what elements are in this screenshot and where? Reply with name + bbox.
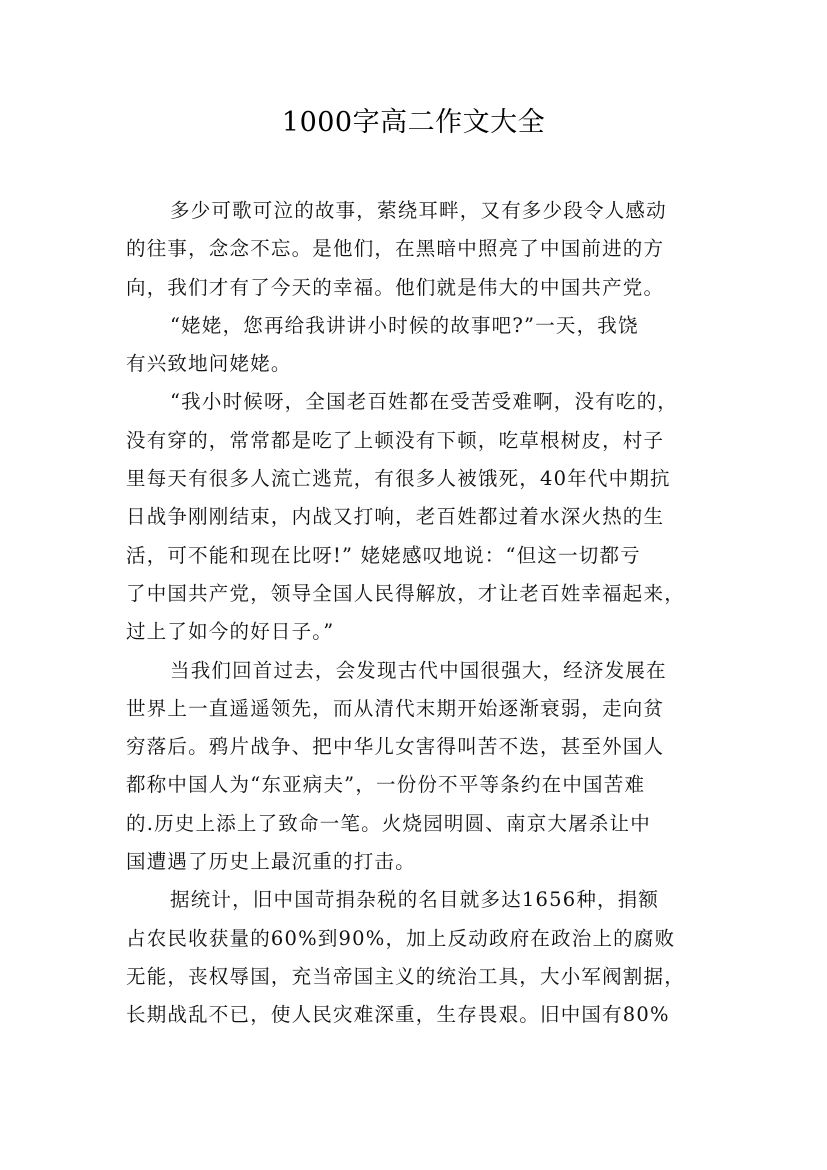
text-line: “我小时候呀，全国老百姓都在受苦受难啊，没有吃的， bbox=[170, 390, 678, 414]
text-line: 国遭遇了历史上最沉重的打击。 bbox=[126, 850, 416, 874]
text-line: 据统计，旧中国苛捐杂税的名目就多达1656种，捐额 bbox=[170, 888, 660, 912]
text-line: 过上了如今的好日子。” bbox=[126, 620, 335, 644]
paragraph bbox=[126, 192, 711, 307]
paragraph bbox=[126, 307, 711, 384]
text-line: 多少可歌可泣的故事，萦绕耳畔，又有多少段令人感动 bbox=[170, 199, 667, 222]
text-line: 活，可不能和现在比呀!” 姥姥感叹地说：“但这一切都亏 bbox=[126, 543, 641, 567]
text-line: 有兴致地问姥姥。 bbox=[126, 352, 292, 376]
text-line: 了中国共产党，领导全国人民得解放，才让老百姓幸福起来， bbox=[126, 581, 685, 605]
text-line: 的往事，念念不忘。是他们，在黑暗中照亮了中国前进的方 bbox=[126, 237, 665, 261]
paragraph bbox=[126, 881, 711, 1034]
text-line: 的.历史上添上了致命一笔。火烧园明圆、南京大屠杀让中 bbox=[126, 811, 651, 835]
text-line: 无能，丧权辱国，充当帝国主义的统治工具，大小军阀割据， bbox=[126, 964, 685, 988]
text-line: 当我们回首过去，会发现古代中国很强大，经济发展在 bbox=[170, 658, 667, 682]
text-line: 穷落后。鸦片战争、把中华儿女害得叫苦不迭，甚至外国人 bbox=[126, 735, 665, 759]
text-line: 日战争刚刚结束，内战又打响，老百姓都过着水深火热的生 bbox=[126, 505, 665, 529]
text-line: 都称中国人为“东亚病夫”，一份份不平等条约在中国苦难 bbox=[126, 773, 646, 797]
text-line: “姥姥，您再给我讲讲小时候的故事吧?”一天，我饶 bbox=[170, 313, 639, 337]
text-line: 向，我们才有了今天的幸福。他们就是伟大的中国共产党。 bbox=[126, 275, 665, 299]
paragraph bbox=[126, 383, 711, 651]
document-body bbox=[126, 192, 711, 1035]
document-title: 1000字高二作文大全 bbox=[281, 107, 546, 138]
text-line: 占农民收获量的60%到90%，加上反动政府在政治上的腐败 bbox=[126, 926, 676, 950]
text-line: 世界上一直遥遥领先，而从清代末期开始逐渐衰弱，走向贫 bbox=[126, 696, 665, 720]
text-line: 里每天有很多人流亡逃荒，有很多人被饿死，40年代中期抗 bbox=[126, 467, 671, 491]
paragraph bbox=[126, 652, 711, 882]
text-line: 长期战乱不已，使人民灾难深重，生存畏艰。旧中国有80% bbox=[126, 1003, 670, 1027]
text-line: 没有穿的，常常都是吃了上顿没有下顿，吃草根树皮，村子 bbox=[126, 428, 665, 452]
